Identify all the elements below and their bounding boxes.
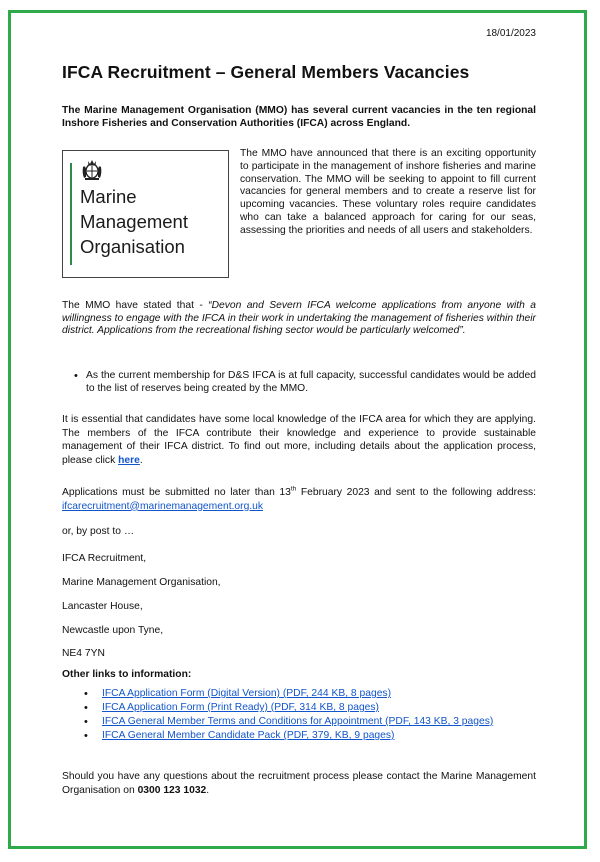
bullet-dot-icon: •	[84, 730, 88, 742]
bullet-dot-icon: •	[84, 716, 88, 728]
links-heading: Other links to information:	[62, 669, 192, 680]
post-intro: or, by post to …	[62, 526, 135, 537]
address-line-2: Marine Management Organisation,	[62, 577, 221, 588]
address-line-3: Lancaster House,	[62, 601, 143, 612]
bullet-dot-icon: •	[84, 688, 88, 700]
links-list	[84, 687, 536, 743]
email-link[interactable]: ifcarecruitment@marinemanagement.org.uk	[62, 500, 264, 512]
knowledge-end: .	[139, 454, 143, 466]
intro-paragraph: The Marine Management Organisation (MMO) has several current vacancies in the ten regional Inshore Fisheries and Conservation Authorities (IFCA) across England.	[62, 105, 536, 129]
document-date: 18/01/2023	[485, 28, 536, 39]
logo-line-3: Organisation	[80, 236, 185, 257]
royal-crest-icon	[80, 157, 104, 181]
list-item	[84, 715, 536, 729]
logo-accent-bar	[70, 163, 72, 265]
list-item	[84, 729, 536, 743]
capacity-bullet	[74, 370, 536, 395]
candidate-pack-link[interactable]: IFCA General Member Candidate Pack (PDF, 379, KB, 9 pages)	[102, 730, 395, 741]
list-item	[84, 701, 536, 715]
contact-end: .	[206, 784, 210, 796]
bullet-text: As the current membership for D&S IFCA is at full capacity, successful candidates would be added to the list of reserves being created by the MMO.	[86, 370, 536, 394]
logo-wordmark	[80, 184, 188, 259]
logo-line-2: Management	[80, 211, 188, 232]
deadline-paragraph	[62, 486, 536, 513]
contact-paragraph	[62, 770, 536, 797]
contact-text: Should you have any questions about the recruitment process please contact the Marine Management Organisation on	[62, 771, 536, 796]
page-title: IFCA Recruitment – General Members Vacancies	[62, 62, 470, 82]
quote-paragraph	[62, 300, 536, 338]
quote-lead: The MMO have stated that -	[62, 300, 209, 311]
bullet-dot-icon: •	[84, 702, 88, 714]
print-form-link[interactable]: IFCA Application Form (Print Ready) (PDF, 314 KB, 8 pages)	[102, 702, 379, 713]
quote-text: “Devon and Severn IFCA welcome applications from anyone with a willingness to engage with the IFCA in their work in undertaking the management of fisheries within their district. Applications from the recreational fishing sector would be particularly welcomed”.	[62, 300, 536, 337]
address-line-4: Newcastle upon Tyne,	[62, 625, 164, 636]
deadline-text-b: February 2023 and sent to the following address:	[296, 487, 536, 498]
bullet-dot-icon: •	[74, 370, 78, 382]
mmo-logo	[62, 150, 229, 278]
logo-line-1: Marine	[80, 186, 137, 207]
knowledge-text: It is essential that candidates have some local knowledge of the IFCA area for which they are applying. The members of the IFCA contribute their knowledge and experience to provide sustainable management of their IFCA district. To find out more, including details about the application process, please click	[62, 414, 536, 466]
deadline-text-a: Applications must be submitted no later than 13	[62, 487, 291, 498]
knowledge-paragraph	[62, 413, 536, 467]
address-line-5: NE4 7YN	[62, 648, 105, 659]
deadline-ordinal: th	[290, 485, 297, 493]
digital-form-link[interactable]: IFCA Application Form (Digital Version) (PDF, 244 KB, 8 pages)	[102, 688, 392, 699]
phone-number: 0300 123 1032	[137, 784, 207, 796]
here-link[interactable]: here	[118, 454, 140, 466]
address-line-1: IFCA Recruitment,	[62, 553, 147, 564]
announcement-paragraph: The MMO have announced that there is an exciting opportunity to participate in the management of inshore fisheries and marine conservation. The MMO will be seeking to appoint to fill current vacancies for general members and to create a reserve list for upcoming vacancies. These voluntary roles require candidates who can take a balanced approach for caring for our seas, assessing the priorities and needs of all users and stakeholders.	[240, 148, 536, 236]
terms-link[interactable]: IFCA General Member Terms and Conditions for Appointment (PDF, 143 KB, 3 pages)	[102, 716, 494, 727]
list-item	[84, 687, 536, 701]
